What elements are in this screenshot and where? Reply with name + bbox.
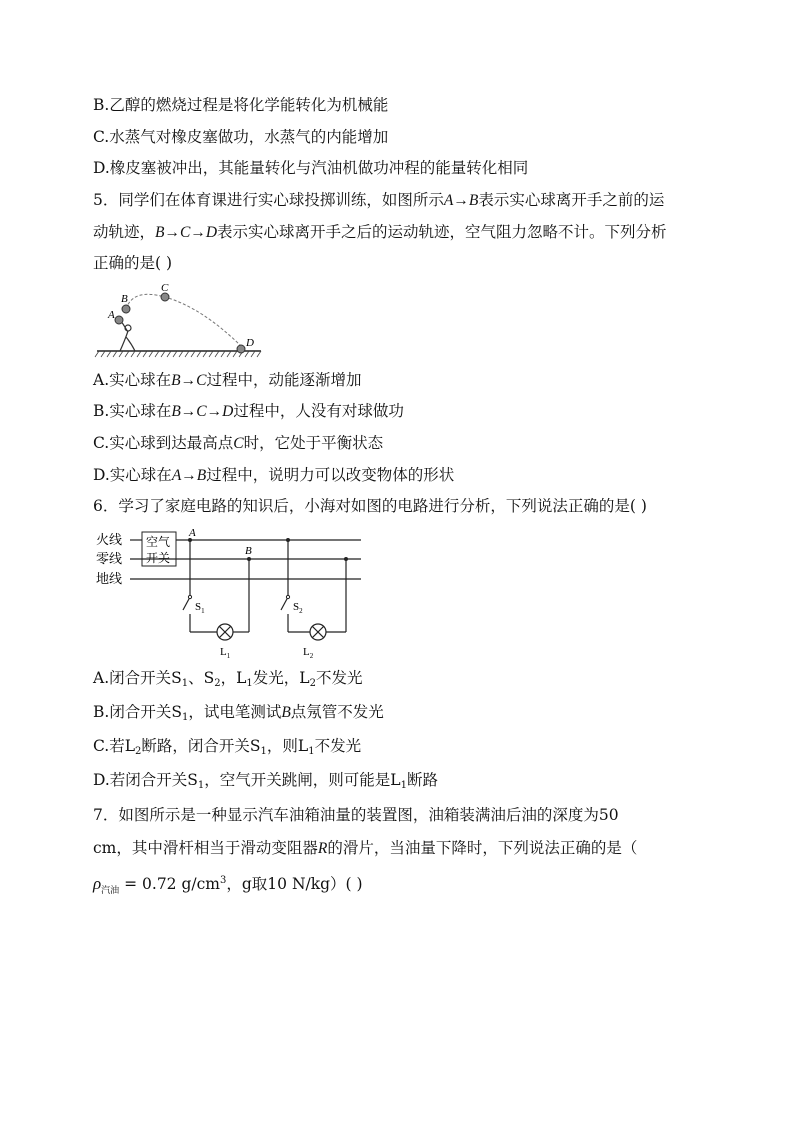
breaker-label-2: 开关	[146, 551, 171, 565]
breaker-label-1: 空气	[146, 535, 171, 549]
q5-stem-line3: 正确的是( )	[93, 254, 173, 272]
label-c: C	[161, 282, 169, 294]
q5-option-c: C.实心球到达最高点C时，它处于平衡状态	[93, 434, 384, 452]
q6-option-d: D.若闭合开关$S_1$，空气开关跳闸，则可能是$L_1$断路	[93, 771, 438, 791]
q7-stem-line1: 7．如图所示是一种显示汽车油箱油量的装置图，油箱装满油后油的深度为50	[93, 806, 619, 824]
lamp-l2-label: $L_2$	[303, 646, 314, 660]
label-d: D	[246, 337, 254, 349]
q6-stem: 6．学习了家庭电路的知识后，小海对如图的电路进行分析，下列说法正确的是( )	[93, 497, 647, 515]
neutral-wire-label: 零线	[96, 551, 123, 566]
q5-option-d: D.实心球在A→B过程中，说明力可以改变物体的形状	[93, 466, 455, 484]
point-a-label: A	[189, 527, 196, 539]
q6-circuit-figure	[93, 522, 368, 662]
q6-option-a: A.闭合开关$S_1$、$S_2$，$L_1$发光，$L_2$不发光	[93, 669, 363, 689]
q5-trajectory-figure	[93, 280, 268, 362]
point-b-label: B	[245, 545, 252, 557]
q6-option-c: C.若$L_2$断路，闭合开关$S_1$，则$L_1$不发光	[93, 737, 362, 757]
q5-stem-line2: 动轨迹，B→C→D表示实心球离开手之后的运动轨迹，空气阻力忽略不计。下列分析	[93, 223, 667, 241]
label-b: B	[121, 293, 128, 305]
q5-option-a: A.实心球在B→C过程中，动能逐渐增加	[93, 371, 362, 389]
q6-option-b: B.闭合开关$S_1$，试电笔测试B点氖管不发光	[93, 703, 384, 723]
q4-option-d: D.橡皮塞被冲出，其能量转化与汽油机做功冲程的能量转化相同	[93, 159, 529, 177]
label-a: A	[108, 309, 115, 321]
q5-stem-line1: 5．同学们在体育课进行实心球投掷训练，如图所示A→B表示实心球离开手之前的运	[93, 191, 665, 209]
q5-option-b: B.实心球在B→C→D过程中，人没有对球做功	[93, 402, 404, 420]
earth-wire-label: 地线	[96, 571, 123, 586]
live-wire-label: 火线	[96, 532, 123, 547]
q7-stem-line3: $\rho_{汽油} = 0.72$ $g/cm^3$，g取10 N/kg）( )	[93, 874, 363, 896]
q7-stem-line2: cm，其中滑杆相当于滑动变阻器R的滑片，当油量下降时，下列说法正确的是（	[93, 839, 638, 857]
switch-s1-label: $S_1$	[195, 601, 205, 615]
lamp-l1-label: $L_1$	[220, 646, 231, 660]
q4-option-c: C.水蒸气对橡皮塞做功，水蒸气的内能增加	[93, 128, 389, 146]
q4-option-b: B.乙醇的燃烧过程是将化学能转化为机械能	[93, 96, 389, 114]
switch-s2-label: $S_2$	[293, 601, 303, 615]
